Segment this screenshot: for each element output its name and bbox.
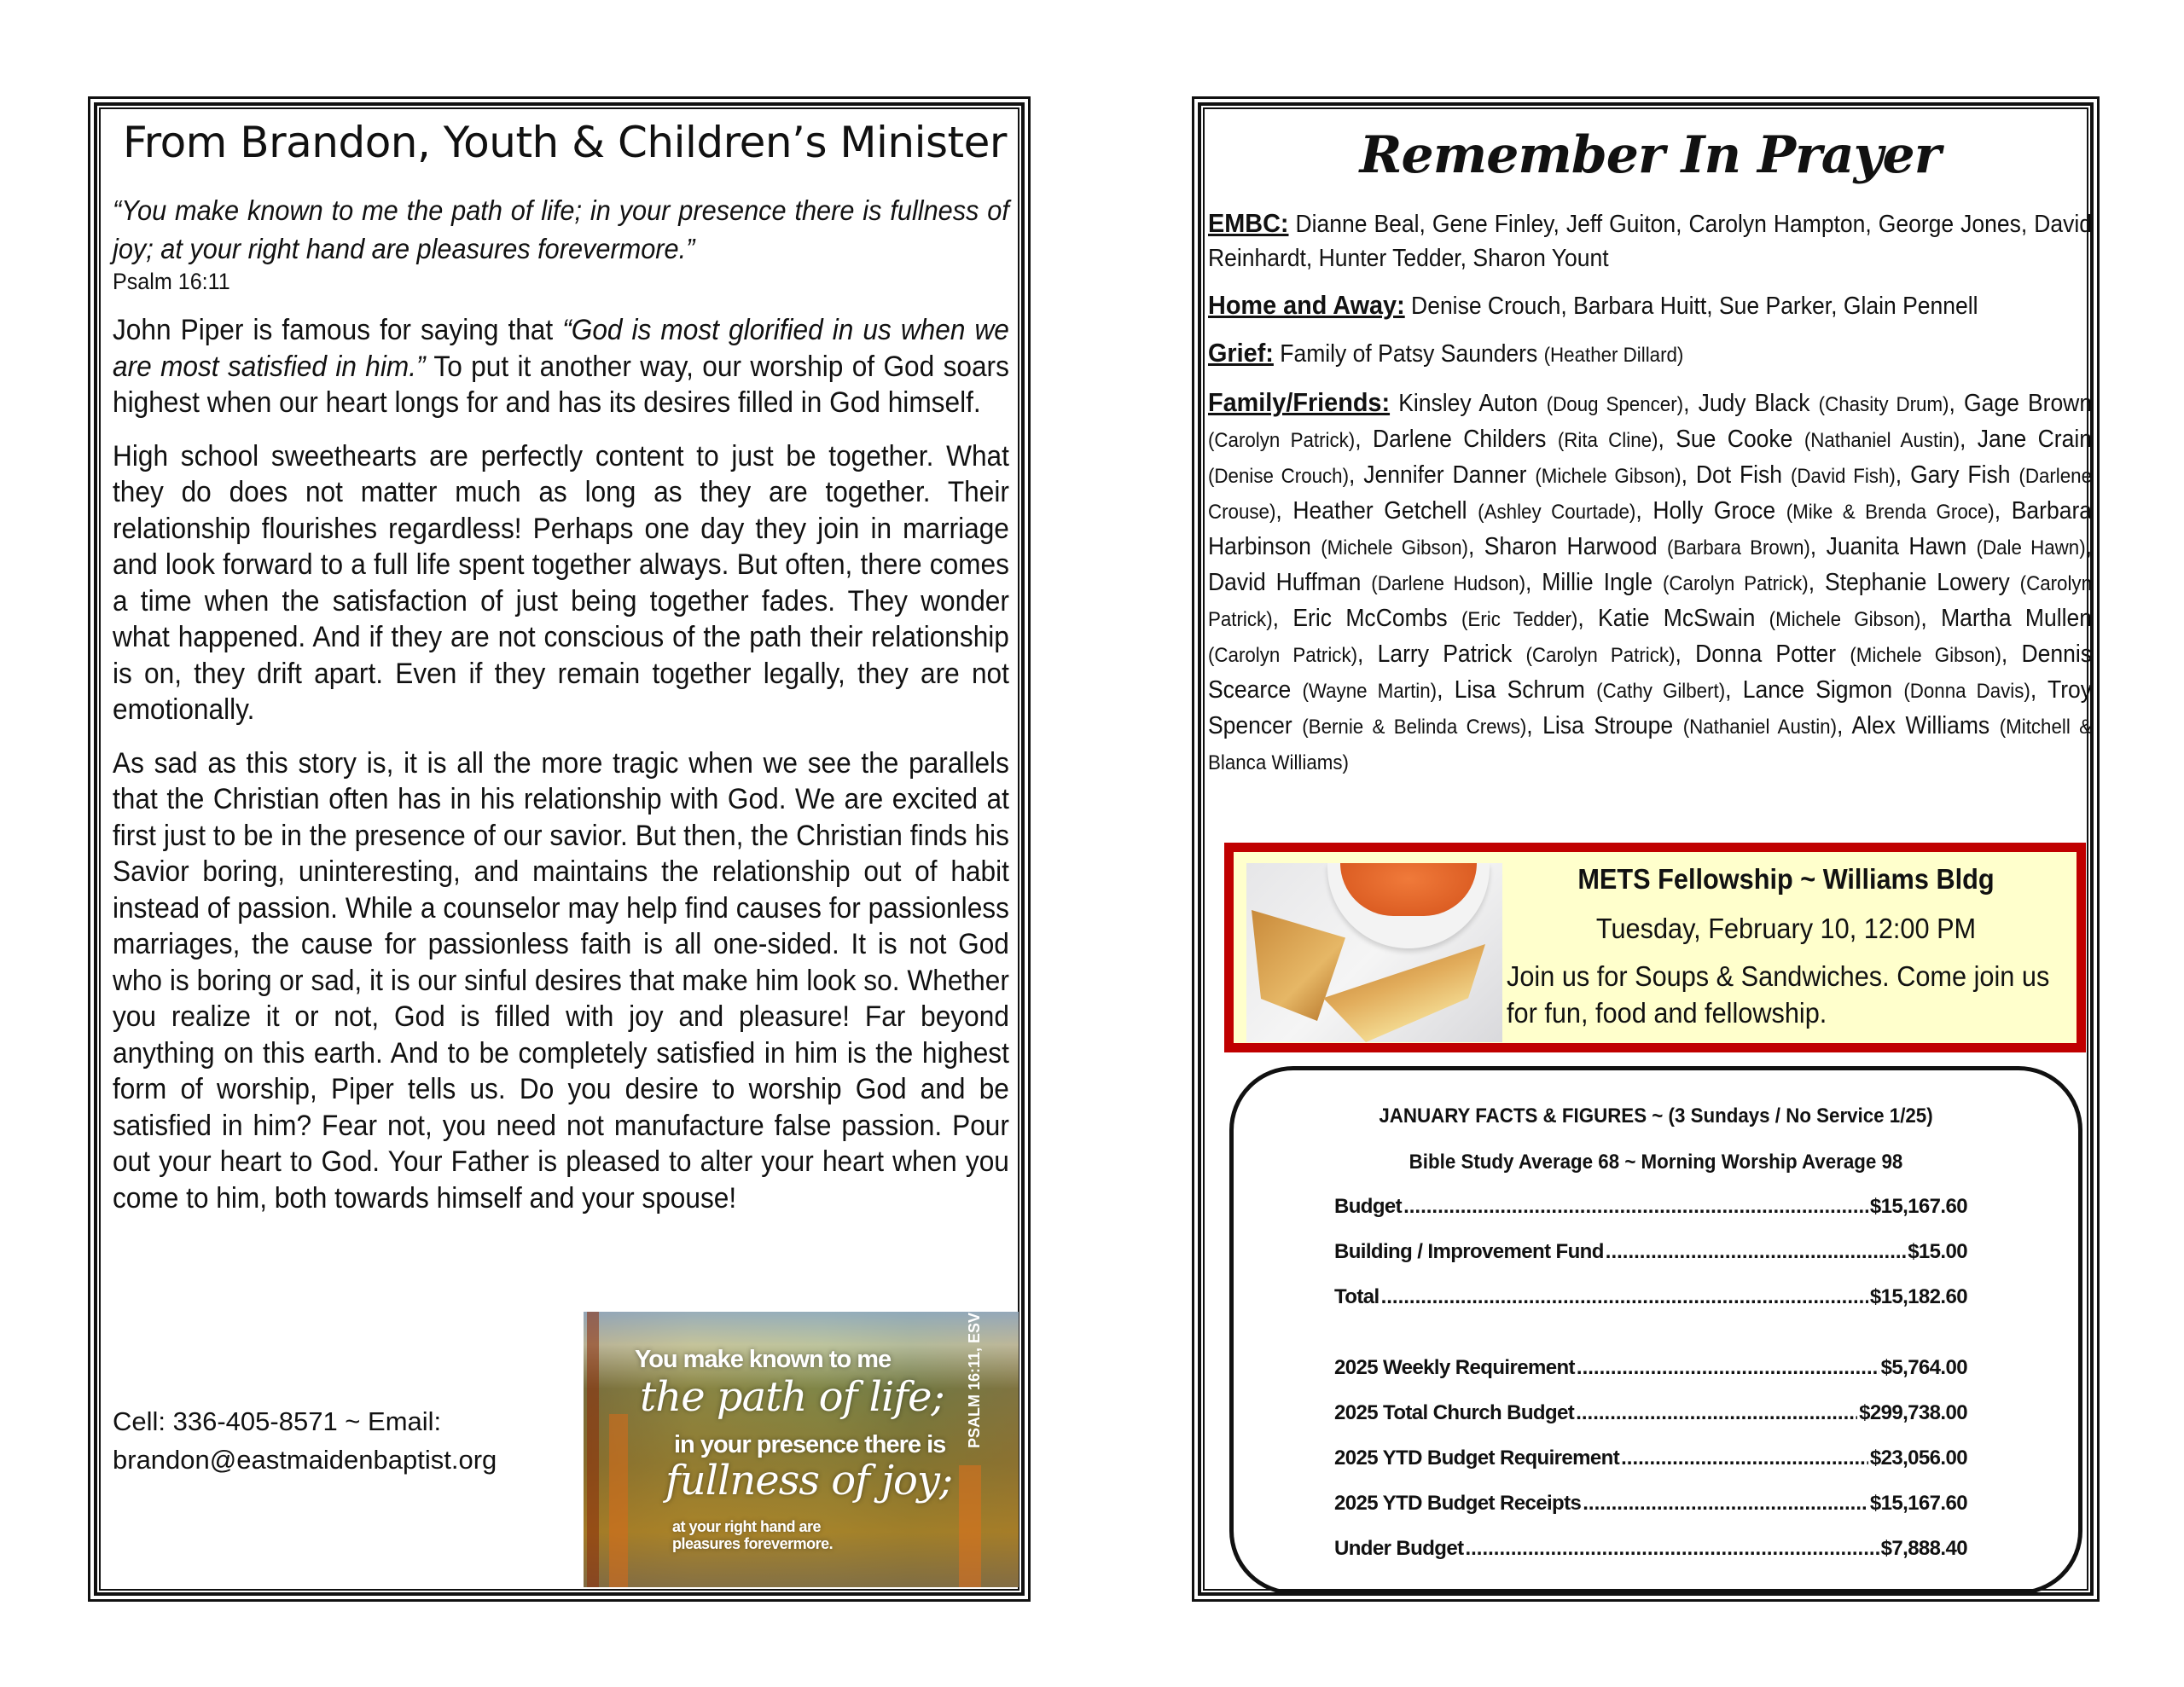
prayer-contact: (Michele Gibson) — [1769, 608, 1921, 631]
prayer-name: Donna Potter — [1695, 641, 1837, 668]
facts-title: JANUARY FACTS & FIGURES ~ (3 Sundays / No Service 1/25) — [1379, 1104, 1933, 1128]
dot-leader — [1606, 1240, 1906, 1264]
attendance-averages: Bible Study Average 68 ~ Morning Worship Average 98 — [1409, 1151, 1903, 1174]
prayer-contact: (Chasity Drum) — [1818, 393, 1949, 416]
psalm-verse-image — [584, 1312, 1019, 1587]
prayer-contact: (Eric Tedder) — [1461, 608, 1578, 631]
prayer-name: Alex Williams — [1851, 712, 1990, 739]
prayer-contact: (Mike & Brenda Groce) — [1786, 501, 1995, 524]
prayer-contact: (Carolyn Patrick) — [1208, 429, 1356, 452]
dot-leader — [1576, 1401, 1857, 1425]
prayer-contact: (Donna Davis) — [1903, 680, 2030, 703]
figure-row-ytd-requirement — [1334, 1446, 1967, 1470]
image-text-line-3: in your presence there is — [674, 1431, 946, 1458]
contact-phone: Cell: 336-405-8571 ~ Email: — [113, 1406, 442, 1436]
prayer-title: Remember In Prayer — [1359, 125, 1941, 185]
prayer-contact: (Michele Gibson) — [1850, 644, 2001, 667]
figure-value: $15,167.60 — [1869, 1492, 1967, 1515]
category-label-grief: Grief: — [1208, 338, 1274, 368]
prayer-contact: (Carolyn Patrick) — [1662, 572, 1809, 595]
figure-row-budget — [1334, 1195, 1967, 1219]
minister-article-body — [113, 106, 1017, 1233]
soup-and-sandwich-photo — [1246, 863, 1502, 1042]
prayer-name: Dot Fish — [1695, 461, 1783, 489]
article-paragraph-2: High school sweethearts are perfectly content to just be together. What they do does not matter much as long as they are together. Their relationship flourishes regardless! Perhaps one day they join in marriage and look forward to a full life spent together always. But often, there comes a time when the satisfaction of just being together fades. They wonder what happened. And if they are not conscious of the path their relationship is on, they drift apart. Even if they remain together legally, they are not emotionally. — [113, 439, 1009, 726]
dot-leader — [1465, 1537, 1879, 1561]
prayer-contact: (Nathaniel Austin) — [1804, 429, 1960, 452]
prayer-name: Sharon Harwood — [1484, 533, 1658, 560]
image-text-line-5 — [672, 1518, 833, 1552]
dot-leader — [1577, 1356, 1879, 1380]
prayer-category-family-friends: Family/Friends: Kinsley Auton (Doug Spencer), Judy Black (Chasity Drum), Gage Brown (Carolyn Patrick), Darlene Childers (Rita Cline), Sue Cooke (Nathaniel Austin), Jane Crain (Denise Crouch), Jennifer Danner (Michele Gibson), Dot Fish (David Fish), Gary Fish (Darlene Crouse), Heather Getchell (Ashley Courtade), Holly Groce (Mike & Brenda Groce), Barbara Harbinson (Michele Gibson), Sharon Harwood (Barbara Brown), Juanita Hawn (Dale Hawn), David Huffman (Darlene Hudson), Millie Ingle (Carolyn Patrick), Stephanie Lowery (Carolyn Patrick), Eric McCombs (Eric Tedder), Katie McSwain (Michele Gibson), Martha Mullen (Carolyn Patrick), Larry Patrick (Carolyn Patrick), Donna Potter (Michele Gibson), Dennis Scearce (Wayne Martin), Lisa Schrum (Cathy Gilbert), Lance Sigmon (Donna Davis), Troy Spencer (Bernie & Belinda Crews), Lisa Stroupe (Nathaniel Austin), Alex Williams (Mitchell & Blanca Williams) — [1208, 387, 2093, 774]
prayer-name: Jennifer Danner — [1363, 461, 1527, 489]
mets-fellowship-event — [1224, 843, 2086, 1052]
facts-and-figures-box — [1229, 1066, 2082, 1595]
grilled-cheese-half — [1315, 944, 1485, 1042]
prayer-contact: (Denise Crouch) — [1208, 465, 1350, 488]
dot-leader — [1381, 1285, 1868, 1309]
figure-label: 2025 YTD Budget Receipts — [1334, 1492, 1582, 1515]
embc-names: Dianne Beal, Gene Finley, Jeff Guiton, Carolyn Hampton, George Jones, David Reinhardt, Hunter Tedder, Sharon Yount — [1208, 211, 2093, 272]
grief-contact: (Heather Dillard) — [1543, 344, 1684, 367]
dot-leader — [1403, 1195, 1868, 1219]
prayer-contact: (Carolyn Patrick) — [1525, 644, 1676, 667]
figure-label: 2025 Weekly Requirement — [1334, 1356, 1575, 1379]
prayer-contact: (Carolyn Patrick) — [1208, 644, 1358, 667]
figure-value: $7,888.40 — [1880, 1537, 1967, 1560]
decorative-stripe — [587, 1312, 599, 1587]
figure-label: Budget — [1334, 1195, 1403, 1218]
category-label-embc: EMBC: — [1208, 208, 1289, 238]
prayer-name: Kinsley Auton — [1398, 390, 1538, 417]
figure-label: Total — [1334, 1285, 1380, 1308]
prayer-contact: (Dale Hawn) — [1976, 536, 2086, 559]
contact-info — [113, 1402, 497, 1479]
event-title: METS Fellowship ~ Williams Bldg — [1577, 863, 1995, 895]
prayer-name: Millie Ingle — [1542, 569, 1653, 596]
event-date: Tuesday, February 10, 12:00 PM — [1595, 913, 1977, 944]
figure-label: 2025 YTD Budget Requirement — [1334, 1446, 1620, 1470]
prayer-name: Judy Black — [1698, 390, 1810, 417]
prayer-contact: (David Fish) — [1790, 465, 1896, 488]
article-title: From Brandon, Youth & Children’s Minister — [123, 118, 1007, 167]
figure-row-ytd-receipts — [1334, 1492, 1967, 1516]
prayer-contact: (Carolyn Patrick) — [1208, 572, 2093, 631]
minister-article-panel — [88, 96, 1031, 1602]
prayer-contact: (Cathy Gilbert) — [1596, 680, 1726, 703]
prayer-name: Stephanie Lowery — [1825, 569, 2010, 596]
home-away-names: Denise Crouch, Barbara Huitt, Sue Parker, Glain Pennell — [1404, 293, 1978, 320]
dot-leader — [1583, 1492, 1868, 1516]
scripture-verse: “You make known to me the path of life; in your presence there is fullness of joy; at your right hand are pleasures forevermore.” — [113, 194, 1009, 264]
image-text-line-2: the path of life; — [640, 1373, 944, 1421]
prayer-name: Katie McSwain — [1598, 605, 1756, 632]
prayer-name: Dennis Scearce — [1208, 641, 2093, 704]
prayer-name: Heather Getchell — [1292, 497, 1467, 525]
figure-row-under-budget — [1334, 1537, 1967, 1561]
grief-name: Family of Patsy Saunders — [1273, 340, 1544, 368]
minister-article-frame — [94, 102, 1025, 1596]
prayer-name: Holly Groce — [1653, 497, 1776, 525]
prayer-contact: (Doug Spencer) — [1546, 393, 1684, 416]
decorative-stripe — [959, 1465, 981, 1587]
prayer-name: Larry Patrick — [1377, 641, 1513, 668]
figure-label: Under Budget — [1334, 1537, 1464, 1560]
prayer-contact: (Mitchell & Blanca Williams) — [1208, 716, 2093, 774]
prayer-contact: (Ashley Courtade) — [1478, 501, 1636, 524]
prayer-name: Gary Fish — [1910, 461, 2011, 489]
prayer-name: David Huffman — [1208, 569, 1362, 596]
article-paragraph-1 — [113, 312, 1009, 421]
figure-value: $15,167.60 — [1869, 1195, 1967, 1218]
prayer-name: Lisa Stroupe — [1542, 712, 1674, 739]
prayer-category-home-away — [1208, 288, 2092, 323]
figure-row-total — [1334, 1285, 1967, 1309]
article-paragraph-3: As sad as this story is, it is all the more tragic when we see the parallels that the Christian often has in his relationship with God. We are excited at first just to be in the presence of our savior. But then, the Christian finds his Savior boring, uninteresting, and maintains the relationship out of habit instead of passion. While a counselor may help find causes for passionless marriages, the cause for passionless faith is all one-sided. It is not God who is boring or sad, it is our sinful desires that make him look so. Whether you realize it or not, God is filled with joy and pleasure! Far beyond anything on this earth. And to be completely satisfied in him is the highest form of worship, Piper tells us. Do you desire to worship God and be satisfied in him? Fear not, you need not manufacture false passion. Pour out your heart to God. Your Father is pleased to alter your heart when you come to him, both towards himself and your spouse! — [113, 746, 1009, 1215]
prayer-contact: (Barbara Brown) — [1667, 536, 1810, 559]
prayer-categories — [1208, 206, 2092, 780]
figure-value: $15.00 — [1908, 1240, 1967, 1263]
prayer-name: Gage Brown — [1963, 390, 2093, 417]
prayer-contact: (Rita Cline) — [1557, 429, 1658, 452]
category-label-home-away: Home and Away: — [1208, 290, 1405, 320]
prayer-panel — [1192, 96, 2100, 1602]
prayer-name: Jane Crain — [1977, 426, 2093, 453]
figure-value: $5,764.00 — [1880, 1356, 1967, 1379]
prayer-name: Lisa Schrum — [1454, 676, 1585, 704]
prayer-name: Sue Cooke — [1676, 426, 1793, 453]
prayer-category-grief — [1208, 336, 2092, 373]
decorative-stripe — [609, 1414, 628, 1587]
image-text-line-4: fullness of joy; — [665, 1457, 953, 1504]
prayer-name: Juanita Hawn — [1826, 533, 1967, 560]
figure-label: 2025 Total Church Budget — [1334, 1401, 1575, 1424]
prayer-name: Eric McCombs — [1292, 605, 1448, 632]
prayer-category-embc — [1208, 206, 2092, 275]
figure-value: $299,738.00 — [1859, 1401, 1967, 1424]
image-text-line-5a: at your right hand are — [672, 1518, 822, 1535]
paragraph-1-intro: John Piper is famous for saying that — [113, 314, 563, 346]
contact-email-link[interactable]: brandon@eastmaidenbaptist.org — [113, 1445, 497, 1475]
paragraph-1-rest: To put it another way, our worship of God soars highest when our heart longs for and has its desires filled in God himself. — [113, 350, 1009, 419]
category-label-family-friends: Family/Friends: — [1208, 387, 1391, 417]
image-text-line-5b: pleasures forevermore. — [672, 1535, 834, 1552]
event-inner — [1234, 852, 2077, 1043]
image-verse-reference: PSALM 16:11, ESV — [965, 1312, 983, 1449]
figure-value: $23,056.00 — [1869, 1446, 1967, 1470]
prayer-contact: (Darlene Hudson) — [1371, 572, 1526, 595]
prayer-list — [1208, 106, 2092, 780]
prayer-contact: (Nathaniel Austin) — [1682, 716, 1838, 739]
event-description: Join us for Soups & Sandwiches. Come join us for fun, food and fellowship. — [1507, 960, 2050, 1029]
prayer-name: Troy Spencer — [1208, 676, 2093, 739]
figure-row-building-fund — [1334, 1240, 1967, 1264]
image-text-line-1: You make known to me — [635, 1346, 892, 1373]
prayer-name: Darlene Childers — [1372, 426, 1547, 453]
figure-value: $15,182.60 — [1869, 1285, 1967, 1308]
figure-row-weekly-requirement — [1334, 1356, 1967, 1380]
prayer-contact: (Bernie & Belinda Crews) — [1302, 716, 1527, 739]
prayer-contact: (Darlene Crouse) — [1208, 465, 2092, 524]
prayer-contact: (Michele Gibson) — [1535, 465, 1682, 488]
scripture-reference: Psalm 16:11 — [113, 269, 230, 294]
prayer-panel-frame — [1198, 102, 2094, 1596]
event-details — [1507, 852, 2065, 1031]
dot-leader — [1621, 1446, 1868, 1470]
prayer-name: Lance Sigmon — [1742, 676, 1893, 704]
piper-quote: “God is most glorified in us when we are most satisfied in him.” — [113, 314, 1009, 383]
prayer-name: Barbara Harbinson — [1208, 497, 2093, 560]
prayer-contact: (Michele Gibson) — [1321, 536, 1468, 559]
figure-label: Building / Improvement Fund — [1334, 1240, 1604, 1263]
prayer-name: Martha Mullen — [1941, 605, 2093, 632]
prayer-contact: (Wayne Martin) — [1302, 680, 1438, 703]
figure-row-total-church-budget — [1334, 1401, 1967, 1425]
